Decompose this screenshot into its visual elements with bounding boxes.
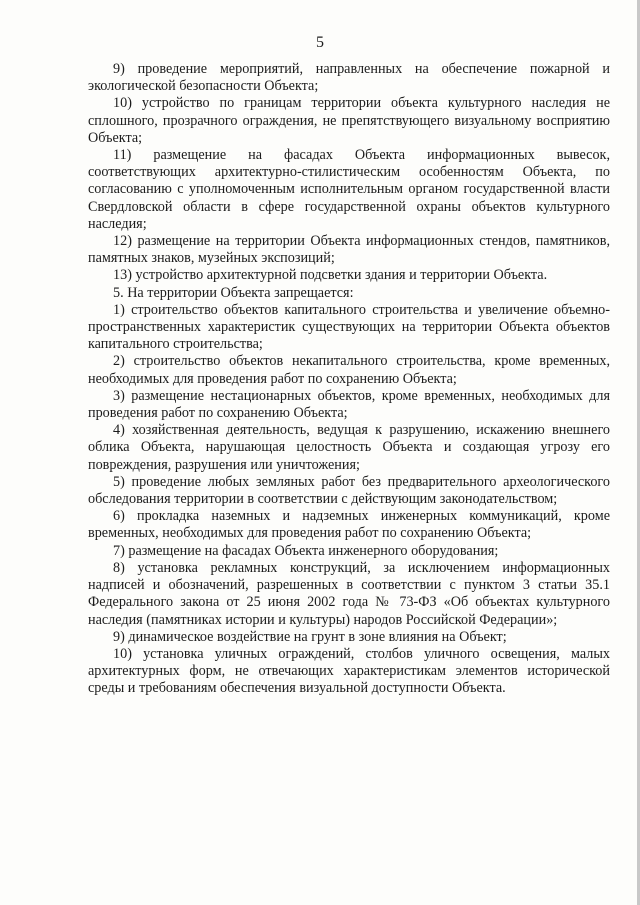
paragraph-permitted-9: 9) проведение мероприятий, направленных на обеспечение пожарной и экологической безопасности Объекта; [88,61,610,95]
paragraph-prohibited-3: 3) размещение нестационарных объектов, кроме временных, необходимых для проведения работ по сохранению Объекта; [88,387,610,422]
page-number: 5 [316,34,324,51]
paragraph-prohibited-9: 9) динамическое воздействие на грунт в зоне влияния на Объект; [113,628,507,645]
paragraph-permitted-11: 11) размещение на фасадах Объекта информационных вывесок, соответствующих архитектурно-стилистическим особенностям Объекта, по согласованию с уполномоченным исполнительным органом государственной власти Свердловской области в сфере государственной охраны объектов культурного наследия; [88,147,610,232]
paragraph-permitted-13: 13) устройство архитектурной подсветки здания и территории Объекта. [113,267,548,284]
paragraph-prohibited-6: 6) прокладка наземных и надземных инженерных коммуникаций, кроме временных, необходимых для проведения работ по сохранению Объекта; [88,508,610,542]
paragraph-permitted-12: 12) размещение на территории Объекта информационных стендов, памятников, памятных знаков, музейных экспозиций; [88,233,610,267]
paragraph-prohibited-2: 2) строительство объектов некапитального строительства, кроме временных, необходимых для проведения работ по сохранению Объекта; [88,353,610,387]
document-body [88,61,610,698]
paragraph-prohibited-7: 7) размещение на фасадах Объекта инженерного оборудования; [113,542,499,559]
paragraph-prohibited-5: 5) проведение любых земляных работ без предварительного археологического обследования территории в соответствии с действующим законодательством; [88,473,610,508]
section-heading-prohibited: 5. На территории Объекта запрещается: [113,284,354,301]
paragraph-prohibited-8: 8) установка рекламных конструкций, за исключением информационных надписей и обозначений, разрешенных в соответствии с пунктом 3 статьи 35.1 Федерального закона от 25 июня 2002 года № 73-ФЗ «Об объектах культурного наследия (памятниках истории и культуры) народов Российской Федерации»; [88,559,610,628]
paragraph-permitted-10: 10) устройство по границам территории объекта культурного наследия не сплошного, прозрачного ограждения, не препятствующего визуальному восприятию Объекта; [88,95,610,146]
paragraph-prohibited-4: 4) хозяйственная деятельность, ведущая к разрушению, искажению внешнего облика Объекта, нарушающая целостность Объекта и создающая угрозу его повреждения, разрушения или уничтожения; [88,422,610,473]
paragraph-prohibited-1: 1) строительство объектов капитального строительства и увеличение объемно-пространственных характеристик существующих на территории Объекта объектов капитального строительства; [88,301,610,353]
paragraph-prohibited-10: 10) установка уличных ограждений, столбов уличного освещения, малых архитектурных форм, не отвечающих характеристикам элементов исторической среды и требованиям обеспечения визуальной доступности Объекта. [88,645,610,697]
